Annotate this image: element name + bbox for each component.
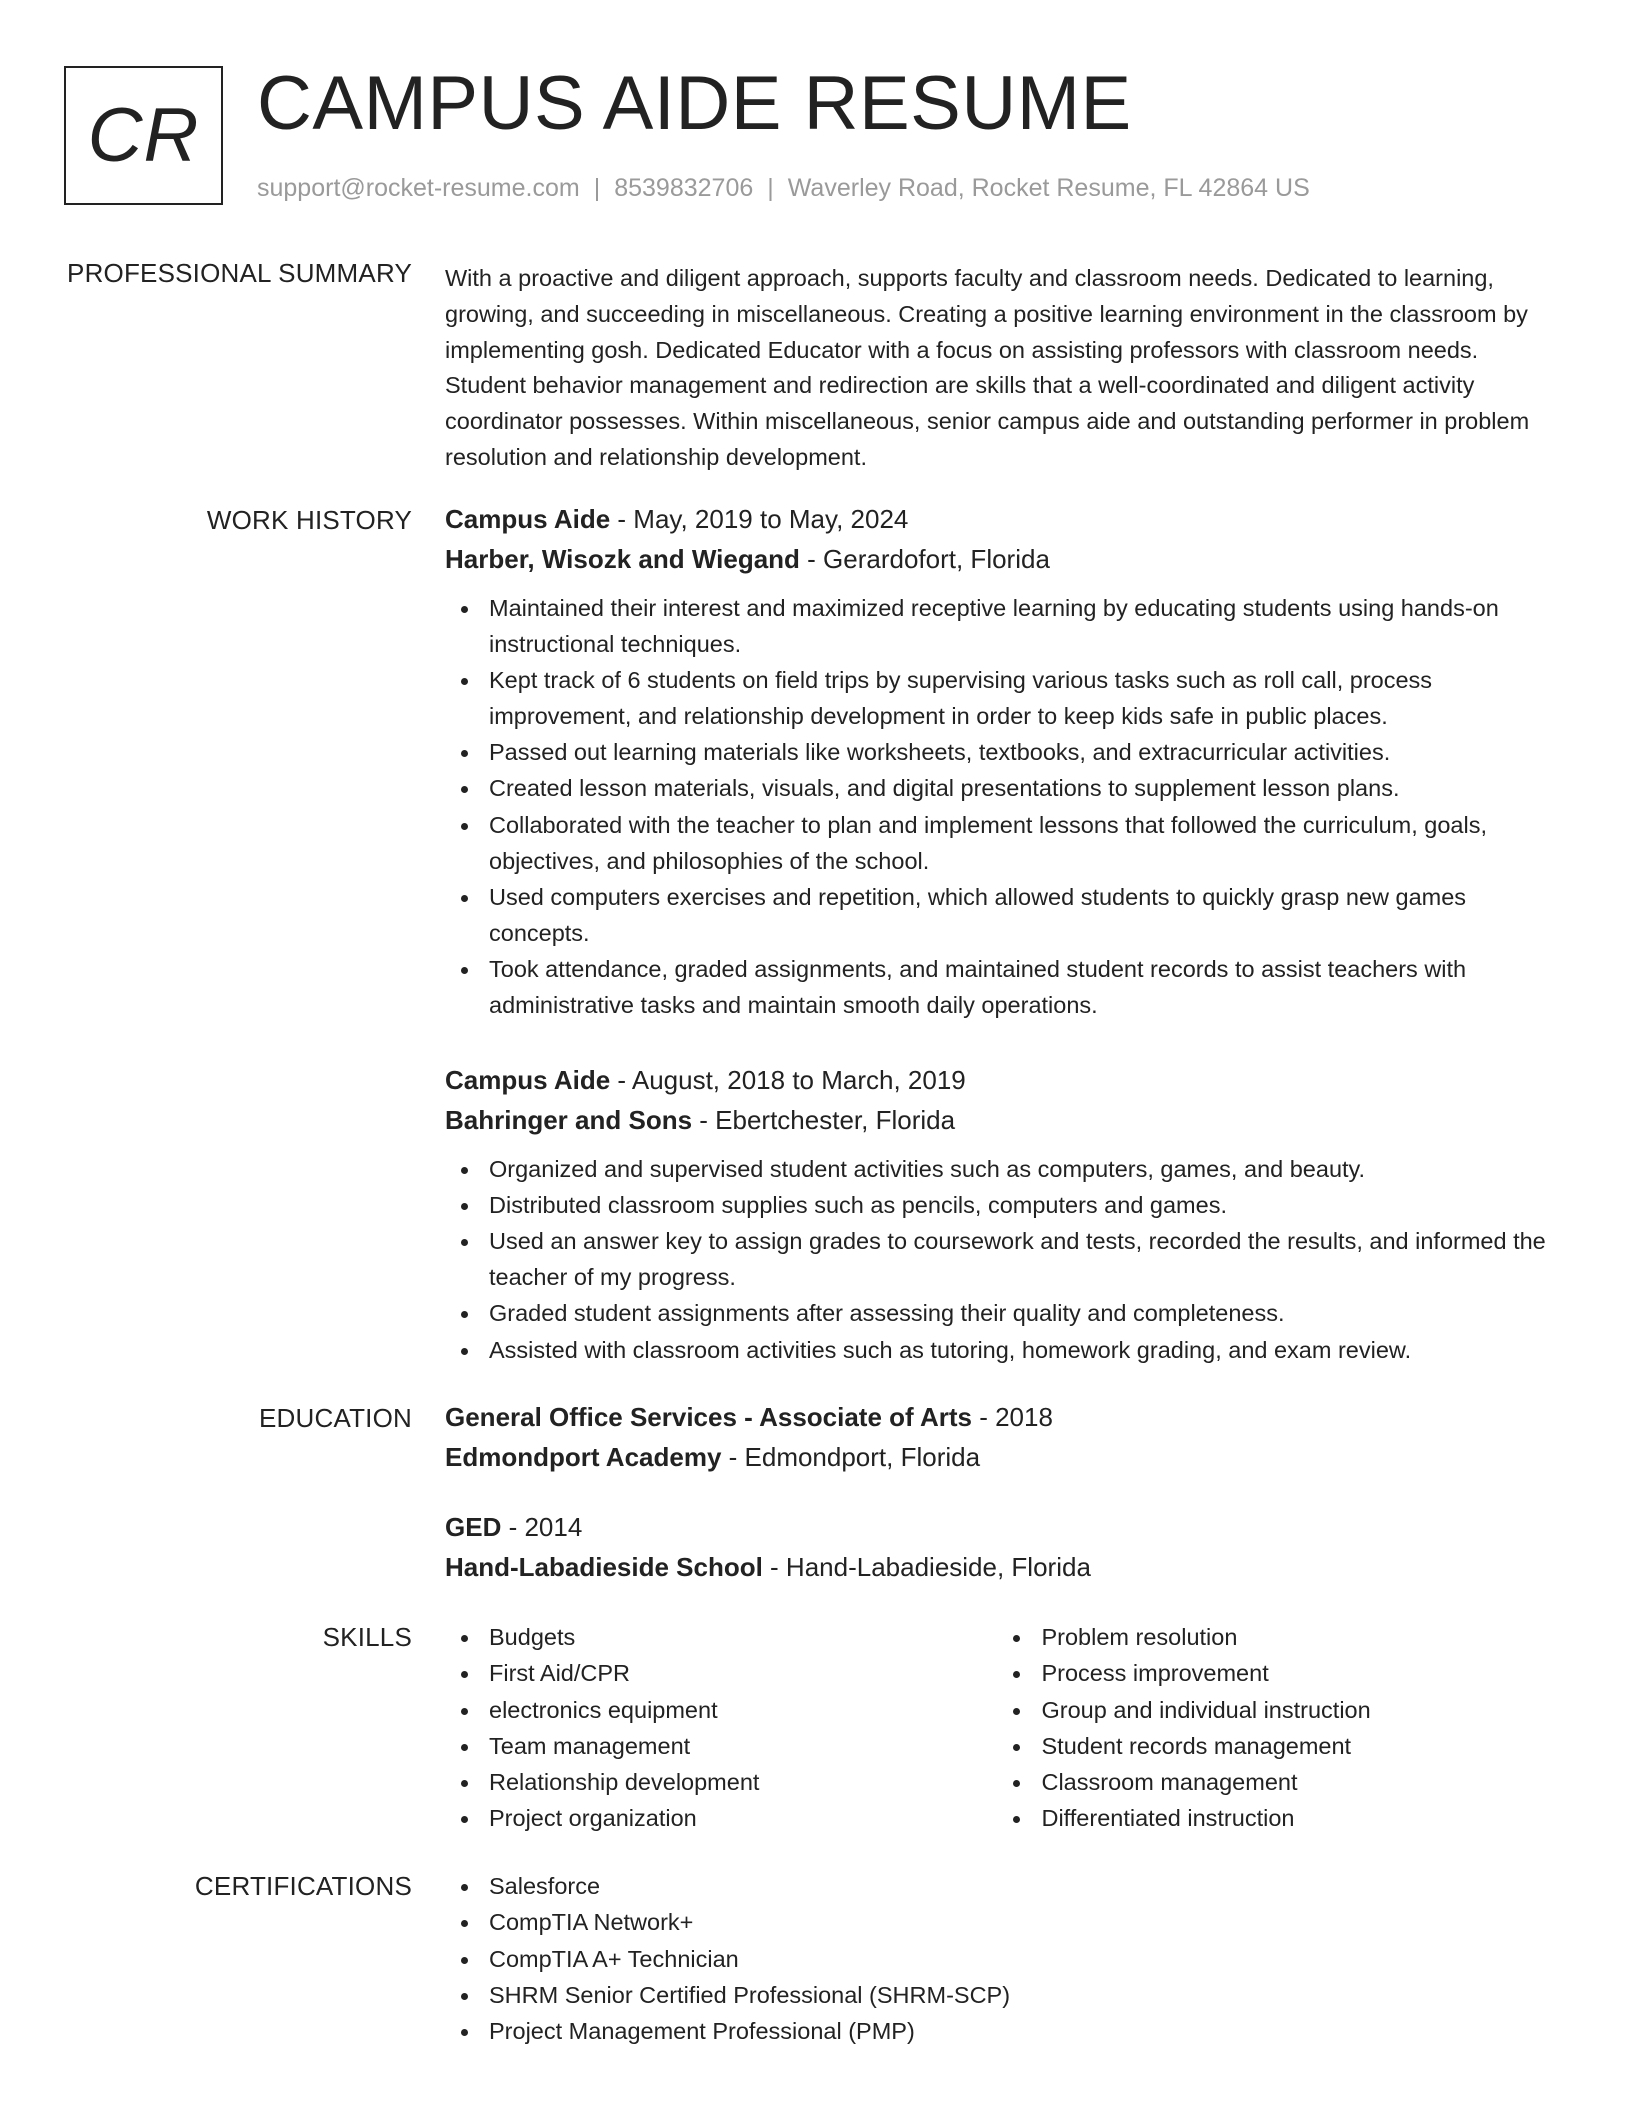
list-item: Used an answer key to assign grades to coursework and tests, recorded the results, and informed the teacher of my progress. — [489, 1224, 1563, 1296]
list-item: Salesforce — [489, 1869, 1563, 1905]
contact-separator: | — [767, 174, 774, 202]
list-item: Passed out learning materials like worksheets, textbooks, and extracurricular activities. — [489, 735, 1563, 771]
job-dates: - August, 2018 to March, 2019 — [610, 1064, 966, 1095]
job-bullets — [445, 591, 1563, 1024]
list-item: electronics equipment — [489, 1693, 997, 1729]
education-body — [445, 1397, 1563, 1587]
degree-year: - 2014 — [501, 1512, 583, 1542]
list-item: Problem resolution — [1041, 1620, 1563, 1656]
job-location: - Gerardofort, Florida — [799, 544, 1050, 574]
job-entry — [445, 499, 1563, 1024]
monogram-box — [64, 66, 223, 205]
list-item: Organized and supervised student activities such as computers, games, and beauty. — [489, 1152, 1563, 1188]
job-company: Bahringer and Sons — [445, 1104, 693, 1135]
list-item: Differentiated instruction — [1041, 1801, 1563, 1837]
list-item: SHRM Senior Certified Professional (SHRM-SCP) — [489, 1978, 1563, 2014]
section-label-summary: PROFESSIONAL SUMMARY — [67, 258, 412, 288]
list-item: First Aid/CPR — [489, 1656, 997, 1692]
list-item: Created lesson materials, visuals, and digital presentations to supplement lesson plans. — [489, 771, 1563, 807]
list-item: Took attendance, graded assignments, and maintained student records to assist teachers with administrative tasks and maintain smooth daily operations. — [489, 952, 1563, 1024]
work-history-body — [445, 499, 1563, 1404]
school-name: Edmondport Academy — [445, 1442, 722, 1472]
school-line — [445, 1547, 1563, 1587]
job-company-line — [445, 539, 1563, 579]
school-line — [445, 1437, 1563, 1477]
education-entry — [445, 1507, 1563, 1587]
job-company: Harber, Wisozk and Wiegand — [445, 544, 800, 574]
job-title-line — [445, 1060, 1563, 1100]
list-item: Kept track of 6 students on field trips by supervising various tasks such as roll call, process improvement, and relationship development in order to keep kids safe in public places. — [489, 663, 1563, 735]
degree-year: - 2018 — [971, 1402, 1053, 1432]
job-title: Campus Aide — [445, 1064, 611, 1095]
section-label-work-history: WORK HISTORY — [206, 505, 412, 535]
list-item: Budgets — [489, 1620, 997, 1656]
contact-email[interactable]: support@rocket-resume.com — [257, 174, 580, 202]
section-label-education: EDUCATION — [259, 1403, 412, 1433]
list-item: CompTIA A+ Technician — [489, 1942, 1563, 1978]
skills-column-1 — [445, 1620, 997, 1838]
job-location: - Ebertchester, Florida — [692, 1104, 956, 1135]
list-item: Project organization — [489, 1801, 997, 1837]
list-item: Student records management — [1041, 1729, 1563, 1765]
degree-name: GED — [445, 1512, 502, 1542]
certifications-body — [445, 1869, 1563, 2050]
resume-header — [64, 61, 1564, 216]
school-name: Hand-Labadieside School — [445, 1552, 763, 1582]
job-bullets — [445, 1152, 1563, 1369]
section-label-certifications: CERTIFICATIONS — [194, 1871, 412, 1901]
job-title-line — [445, 499, 1563, 539]
skills-body — [445, 1620, 1563, 1838]
contact-address: Waverley Road, Rocket Resume, FL 42864 US — [787, 174, 1310, 202]
list-item: Used computers exercises and repetition, which allowed students to quickly grasp new games concepts. — [489, 880, 1563, 952]
list-item: Distributed classroom supplies such as pencils, computers and games. — [489, 1188, 1563, 1224]
skills-column-2 — [997, 1620, 1563, 1838]
list-item: CompTIA Network+ — [489, 1905, 1563, 1941]
list-item: Classroom management — [1041, 1765, 1563, 1801]
school-location: - Edmondport, Florida — [721, 1442, 981, 1472]
list-item: Graded student assignments after assessing their quality and completeness. — [489, 1296, 1563, 1332]
contact-separator: | — [593, 174, 601, 202]
section-label-skills: SKILLS — [322, 1622, 412, 1652]
job-company-line — [445, 1100, 1563, 1140]
list-item: Collaborated with the teacher to plan and implement lessons that followed the curriculum, goals, objectives, and philosophies of the school. — [489, 808, 1563, 880]
job-title: Campus Aide — [445, 504, 611, 534]
resume-title: CAMPUS AIDE RESUME — [257, 61, 1132, 146]
summary-text: With a proactive and diligent approach, supports faculty and classroom needs. Dedicated to learning, growing, and succeeding in miscellaneous. Creating a positive learning environment in the classroom by implementing gosh. Dedicated Educator with a focus on assisting professors with classroom needs. Student behavior management and redirection are skills that a well-coordinated and diligent activity coordinator possesses. Within miscellaneous, senior campus aide and outstanding performer in problem resolution and relationship development. — [445, 265, 1530, 470]
list-item: Process improvement — [1041, 1656, 1563, 1692]
degree-line — [445, 1397, 1563, 1437]
contact-phone[interactable]: 8539832706 — [614, 174, 754, 202]
summary-body — [445, 261, 1563, 476]
degree-name: General Office Services - Associate of Arts — [445, 1402, 972, 1432]
monogram-initials: CR — [87, 93, 200, 178]
job-dates: - May, 2019 to May, 2024 — [610, 504, 909, 534]
list-item: Project Management Professional (PMP) — [489, 2014, 1563, 2050]
list-item: Team management — [489, 1729, 997, 1765]
education-entry — [445, 1397, 1563, 1477]
list-item: Group and individual instruction — [1041, 1693, 1563, 1729]
degree-line — [445, 1507, 1563, 1547]
skills-grid — [445, 1620, 1563, 1838]
list-item: Maintained their interest and maximized receptive learning by educating students using hands-on instructional techniques. — [489, 591, 1563, 663]
list-item: Assisted with classroom activities such as tutoring, homework grading, and exam review. — [489, 1333, 1563, 1369]
certifications-list — [445, 1869, 1563, 2050]
job-entry — [445, 1060, 1563, 1369]
contact-line — [257, 174, 1310, 203]
list-item: Relationship development — [489, 1765, 997, 1801]
school-location: - Hand-Labadieside, Florida — [762, 1552, 1091, 1582]
